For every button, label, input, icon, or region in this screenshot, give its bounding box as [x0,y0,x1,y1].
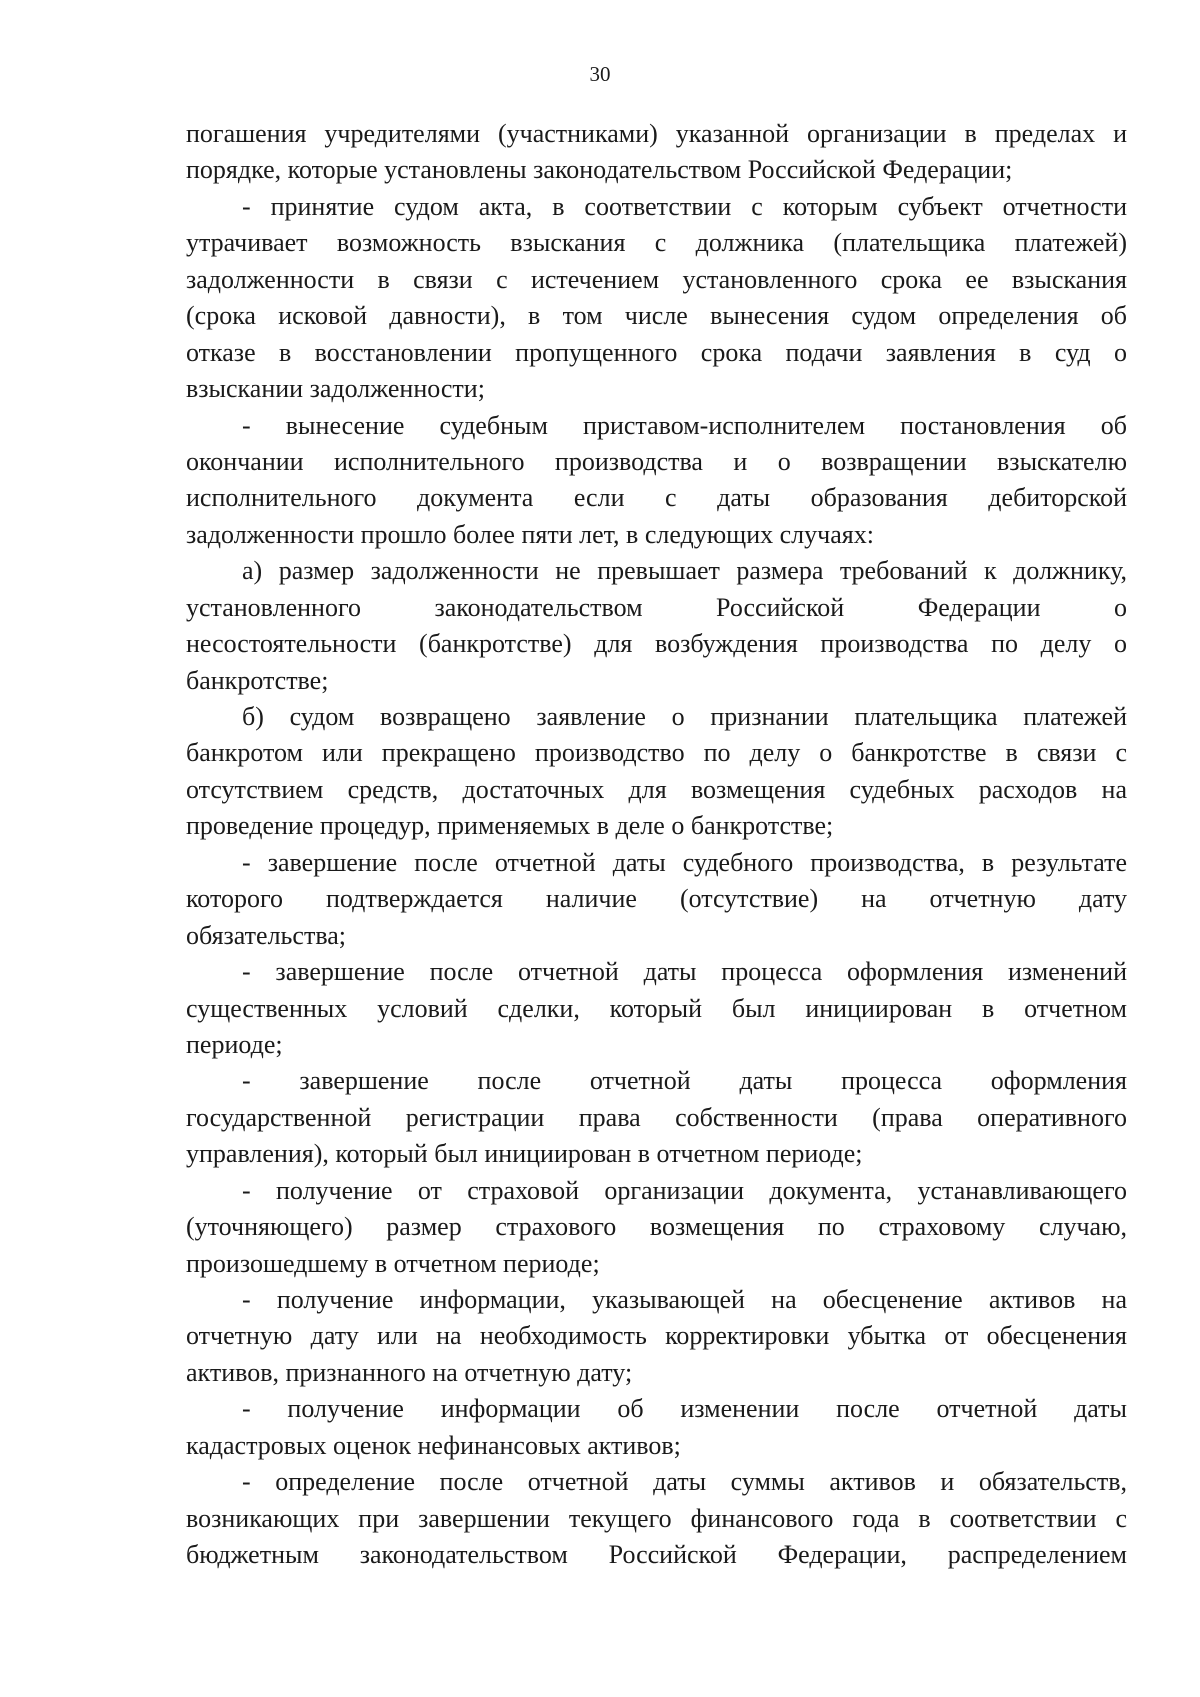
text-line: произошедшему в отчетном периоде; [186,1248,600,1278]
paragraph [186,1063,1127,1172]
paragraph [186,553,1127,699]
text-line: установленного законодательством Российской Федерации о [186,592,1127,622]
paragraph [186,189,1127,408]
paragraph [186,845,1127,954]
text-line: погашения учредителями (участниками) указанной организации в пределах и [186,119,1127,148]
text-line: которого подтверждается наличие (отсутствие) на отчетную дату [186,884,1127,914]
text-line: периоде; [186,1029,283,1059]
text-line: отказе в восстановлении пропущенного срока подачи заявления в суд о [186,337,1127,367]
text-line: - завершение после отчетной даты процесса оформления [242,1066,1127,1096]
text-line: - вынесение судебным приставом-исполнителем постановления об [242,410,1127,440]
text-line: отчетную дату или на необходимость корректировки убытка от обесценения [186,1321,1127,1351]
text-line: взыскании задолженности; [186,374,485,404]
text-line: государственной регистрации права собственности (права оперативного [186,1102,1127,1132]
text-line: возникающих при завершении текущего финансового года в соответствии с [186,1503,1127,1533]
text-line: - завершение после отчетной даты судебного производства, в результате [242,847,1127,877]
text-line: - получение информации об изменении после отчетной даты [242,1394,1127,1424]
paragraph [186,1282,1127,1391]
paragraph [186,954,1127,1063]
document-body [186,116,1127,1574]
text-line: банкротстве; [186,665,329,695]
text-line: (уточняющего) размер страхового возмещения по страховому случаю, [186,1212,1127,1242]
text-line: обязательства; [186,920,347,950]
text-line: - получение от страховой организации документа, устанавливающего [242,1175,1127,1205]
text-line: б) судом возвращено заявление о признании плательщика платежей [242,702,1127,731]
text-line: несостоятельности (банкротстве) для возбуждения производства по делу о [186,629,1127,659]
text-line: отсутствием средств, достаточных для возмещения судебных расходов на [186,774,1127,804]
text-line: а) размер задолженности не превышает размера требований к должнику, [242,556,1127,586]
text-line: задолженности в связи с истечением установленного срока ее взыскания [186,264,1127,294]
text-line: управления), который был инициирован в отчетном периоде; [186,1139,863,1169]
text-line: - определение после отчетной даты суммы активов и обязательств, [242,1467,1127,1497]
text-line: - принятие судом акта, в соответствии с которым субъект отчетности [242,191,1127,221]
text-line: задолженности прошло более пяти лет, в следующих случаях: [186,519,874,549]
text-line: существенных условий сделки, который был инициирован в отчетном [186,993,1127,1023]
text-line: банкротом или прекращено производство по делу о банкротстве в связи с [186,738,1127,768]
paragraph [186,699,1127,845]
paragraph [186,116,1127,189]
text-line: кадастровых оценок нефинансовых активов; [186,1430,681,1460]
text-line: активов, признанного на отчетную дату; [186,1357,633,1387]
text-line: утрачивает возможность взыскания с должника (плательщика платежей) [186,228,1127,258]
paragraph [186,1464,1127,1573]
text-line: проведение процедур, применяемых в деле о банкротстве; [186,811,834,841]
text-line: бюджетным законодательством Российской Федерации, распределением [186,1540,1127,1570]
text-line: окончании исполнительного производства и о возвращении взыскателю [186,446,1127,476]
paragraph [186,408,1127,554]
text-line: - завершение после отчетной даты процесса оформления изменений [242,957,1127,987]
text-line: исполнительного документа если с даты образования дебиторской [186,483,1127,513]
page-number: 30 [589,62,611,86]
text-line: (срока исковой давности), в том числе вынесения судом определения об [186,301,1127,331]
paragraph [186,1173,1127,1282]
text-line: порядке, которые установлены законодательством Российской Федерации; [186,155,1013,185]
text-line: - получение информации, указывающей на обесценение активов на [242,1285,1127,1314]
paragraph [186,1391,1127,1464]
